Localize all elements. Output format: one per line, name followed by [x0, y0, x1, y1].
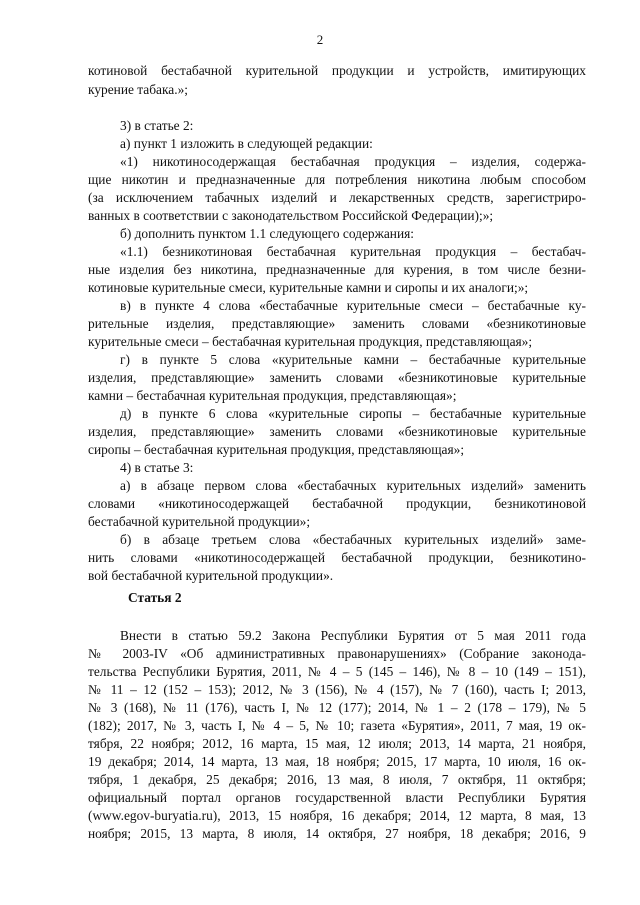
text-line: рительные изделия, представляющие» заменить словами «безникотиновые — [88, 316, 586, 331]
text-line: ные изделия без никотина, предназначенные для курения, в том числе безни- — [88, 262, 586, 277]
text-line: изделия, представляющие» заменить словами «безникотиновые курительные — [88, 424, 586, 439]
text-line: № 3 (168), № 11 (176), часть I, № 12 (177); 2014, № 1 – 2 (178 – 179), № 5 — [88, 700, 586, 715]
text-line: тября, 22 ноября; 2012, 16 марта, 15 мая, 12 июля; 2013, 14 марта, 21 ноября, — [88, 736, 586, 751]
text-line: котиновые курительные смеси, курительные камни и сиропы и их аналоги;»; — [88, 280, 529, 295]
text-line: камни – бестабачная курительная продукция, представляющая»; — [88, 388, 457, 403]
article-heading: Статья 2 — [128, 590, 182, 605]
text-line: (за исключением табачных изделий и лекарственных средств, зарегистриро- — [88, 190, 586, 205]
text-line: тельства Республики Бурятия, 2011, № 4 – 5 (145 – 146), № 8 – 10 (149 – 151), — [88, 664, 586, 679]
text-line: б) дополнить пунктом 1.1 следующего содержания: — [120, 226, 414, 241]
text-line: «1.1) безникотиновая бестабачная курительная продукция – бестабач- — [120, 244, 586, 259]
text-line: 4) в статье 3: — [120, 460, 194, 475]
text-line: бестабачной курительной продукции»; — [88, 514, 311, 529]
text-line: (www.egov-buryatia.ru), 2013, 15 ноября, 16 декабря; 2014, 12 марта, 8 мая, 13 — [88, 808, 586, 823]
text-line: № 2003-IV «Об административных правонарушениях» (Собрание законода- — [88, 646, 586, 661]
text-line: г) в пункте 5 слова «курительные камни – бестабачные курительные — [120, 352, 586, 367]
text-line: щие никотин и предназначенные для потребления никотина любым способом — [88, 172, 586, 187]
text-line: 19 декабря; 2014, 14 марта, 13 мая, 18 ноября; 2015, 17 марта, 10 июля, 16 ок- — [88, 754, 586, 769]
text-line: а) в абзаце первом слова «бестабачных курительных изделий» заменить — [120, 478, 586, 493]
text-line: Внести в статью 59.2 Закона Республики Бурятия от 5 мая 2011 года — [120, 628, 586, 643]
text-line: курение табака.»; — [88, 82, 188, 97]
text-line: вой бестабачной курительной продукции». — [88, 568, 334, 583]
text-line: ноября; 2015, 13 марта, 8 июля, 14 октября, 27 ноября, 18 декабря; 2016, 9 — [88, 826, 586, 841]
text-line: б) в абзаце третьем слова «бестабачных курительных изделий» заме- — [120, 532, 586, 547]
text-line: котиновой бестабачной курительной продукции и устройств, имитирующих — [88, 63, 586, 78]
text-line: сиропы – бестабачная курительная продукция, представляющая»; — [88, 442, 465, 457]
text-line: словами «никотиносодержащей бестабачной продукции, безникотиновой — [88, 496, 586, 511]
text-line: нить словами «никотиносодержащей бестабачной продукции, безникотино- — [88, 550, 586, 565]
text-line: изделия, представляющие» заменить словами «безникотиновые курительные — [88, 370, 586, 385]
text-line: тября, 1 декабря, 25 декабря; 2016, 13 мая, 8 июля, 7 октября, 11 октября; — [88, 772, 586, 787]
text-line: курительные смеси – бестабачная курительная продукция, представляющая»; — [88, 334, 533, 349]
text-line: ванных в соответствии с законодательством Российской Федерации);»; — [88, 208, 494, 223]
text-line: (182); 2017, № 3, часть I, № 4 – 5, № 10; газета «Бурятия», 2011, 7 мая, 19 ок- — [88, 718, 586, 733]
text-line: д) в пункте 6 слова «курительные сиропы – бестабачные курительные — [120, 406, 586, 421]
text-line: в) в пункте 4 слова «бестабачные курительные смеси – бестабачные ку- — [120, 298, 586, 313]
text-line: 3) в статье 2: — [120, 118, 194, 133]
page-number: 2 — [316, 32, 324, 47]
text-line: а) пункт 1 изложить в следующей редакции: — [120, 136, 373, 151]
text-line: № 11 – 12 (152 – 153); 2012, № 3 (156), № 4 (157), № 7 (160), часть I; 2013, — [88, 682, 586, 697]
text-line: «1) никотиносодержащая бестабачная продукция – изделия, содержа- — [120, 154, 586, 169]
text-line: официальный портал органов государственной власти Республики Бурятия — [88, 790, 586, 805]
